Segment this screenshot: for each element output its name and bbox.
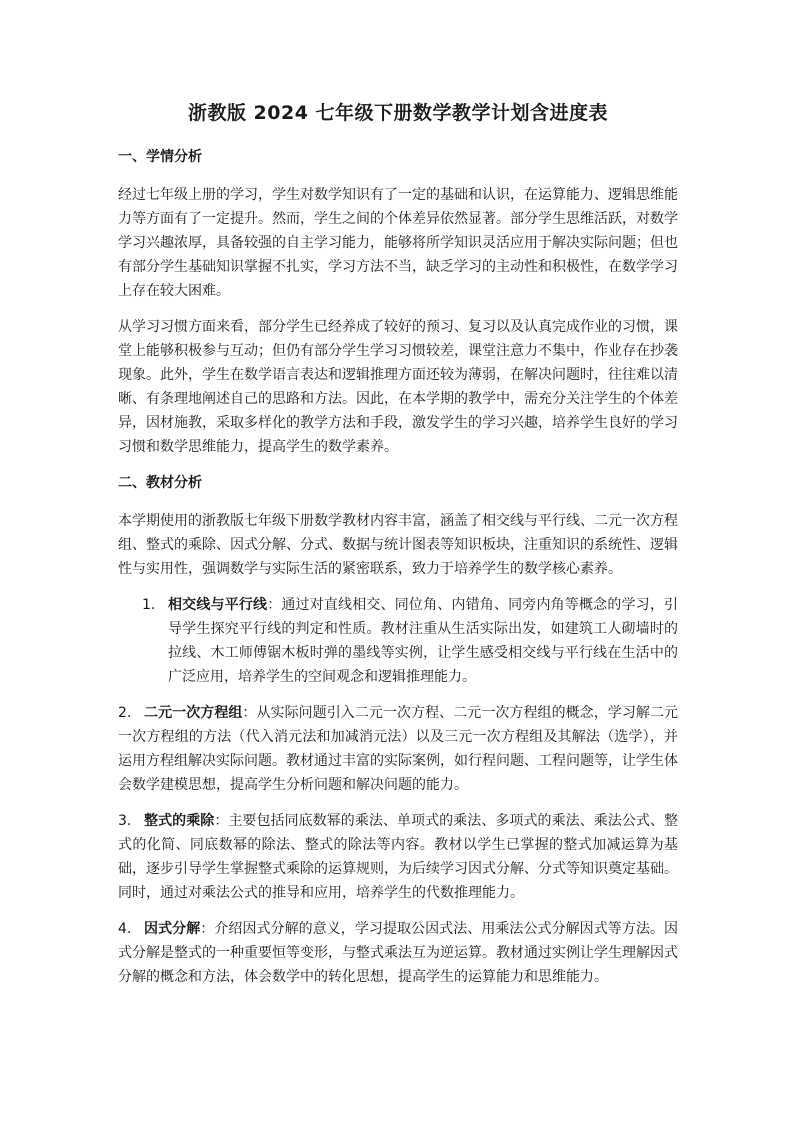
list-item-text: ：介绍因式分解的意义，学习提取公因式法、用乘法公式分解因式等方法。因式分解是整式的一种重要恒等变形，与整式乘法互为逆运算。教材通过实例让学生理解因式分解的概念和方法，体会数学中的转化思想，提高学生的运算能力和思维能力。 [118, 921, 679, 985]
list-item-term: 相交线与平行线 [168, 597, 268, 613]
list-item-text: ：通过对直线相交、同位角、内错角、同旁内角等概念的学习，引导学生探究平行线的判定和性质。教材注重从生活实际出发，如建筑工人砌墙时的拉线、木工师傅锯木板时弹的墨线等实例，让学生感受相交线与平行线在生活中的广泛应用，培养学生的空间观念和逻辑推理能力。 [168, 597, 679, 685]
paragraph: 经过七年级上册的学习，学生对数学知识有了一定的基础和认识，在运算能力、逻辑思维能力等方面有了一定提升。然而，学生之间的个体差异依然显著。部分学生思维活跃，对数学学习兴趣浓厚，具备较强的自主学习能力，能够将所学知识灵活应用于解决实际问题；但也有部分学生基础知识掌握不扎实，学习方法不当，缺乏学习的主动性和积极性，在数学学习上存在较大困难。 [118, 187, 678, 299]
paragraph: 从学习习惯方面来看，部分学生已经养成了较好的预习、复习以及认真完成作业的习惯，课堂上能够积极参与互动；但仍有部分学生学习习惯较差，课堂注意力不集中，作业存在抄袭现象。此外，学生在数学语言表达和逻辑推理方面还较为薄弱，在解决问题时，往往难以清晰、有条理地阐述自己的思路和方法。因此，在本学期的教学中，需充分关注学生的个体差异，因材施教，采取多样化的教学方法和手段，激发学生的学习兴趣，培养学生良好的学习习惯和数学思维能力，提高学生的数学素养。 [118, 319, 678, 455]
list-item [118, 593, 678, 689]
list-item [118, 701, 678, 797]
list-item-number: 4. [118, 921, 132, 937]
list-item-term: 整式的乘除 [144, 813, 215, 829]
list-item-number: 1. [142, 597, 156, 613]
section-heading-learning-analysis: 一、学情分析 [118, 149, 202, 165]
list-item-text: ：从实际问题引入二元一次方程、二元一次方程组的概念，学习解二元一次方程组的方法（代入消元法和加减消元法）以及三元一次方程组及其解法（选学），并运用方程组解决实际问题。教材通过丰富的实际案例，如行程问题、工程问题等，让学生体会数学建模思想，提高学生分析问题和解决问题的能力。 [118, 705, 678, 793]
list-item-number: 2. [118, 705, 132, 721]
list-item-term: 二元一次方程组 [144, 705, 243, 721]
list-item-term: 因式分解 [144, 921, 201, 937]
list-item [118, 809, 678, 905]
document-page [118, 98, 678, 1001]
list-item-text: ：主要包括同底数幂的乘法、单项式的乘法、多项式的乘法、乘法公式、整式的化简、同底数幂的除法、整式的除法等内容。教材以学生已掌握的整式加减运算为基础，逐步引导学生掌握整式乘除的运算规则，为后续学习因式分解、分式等知识奠定基础。同时，通过对乘法公式的推导和应用，培养学生的代数推理能力。 [118, 813, 679, 901]
list-item-number: 3. [118, 813, 132, 829]
document-title: 浙教版 2024 七年级下册数学教学计划含进度表 [187, 102, 609, 124]
section-heading-textbook-analysis: 二、教材分析 [118, 475, 202, 491]
list-item [118, 917, 678, 989]
paragraph: 本学期使用的浙教版七年级下册数学教材内容丰富，涵盖了相交线与平行线、二元一次方程组、整式的乘除、因式分解、分式、数据与统计图表等知识板块，注重知识的系统性、逻辑性与实用性，强调数学与实际生活的紧密联系，致力于培养学生的数学核心素养。 [118, 513, 678, 577]
